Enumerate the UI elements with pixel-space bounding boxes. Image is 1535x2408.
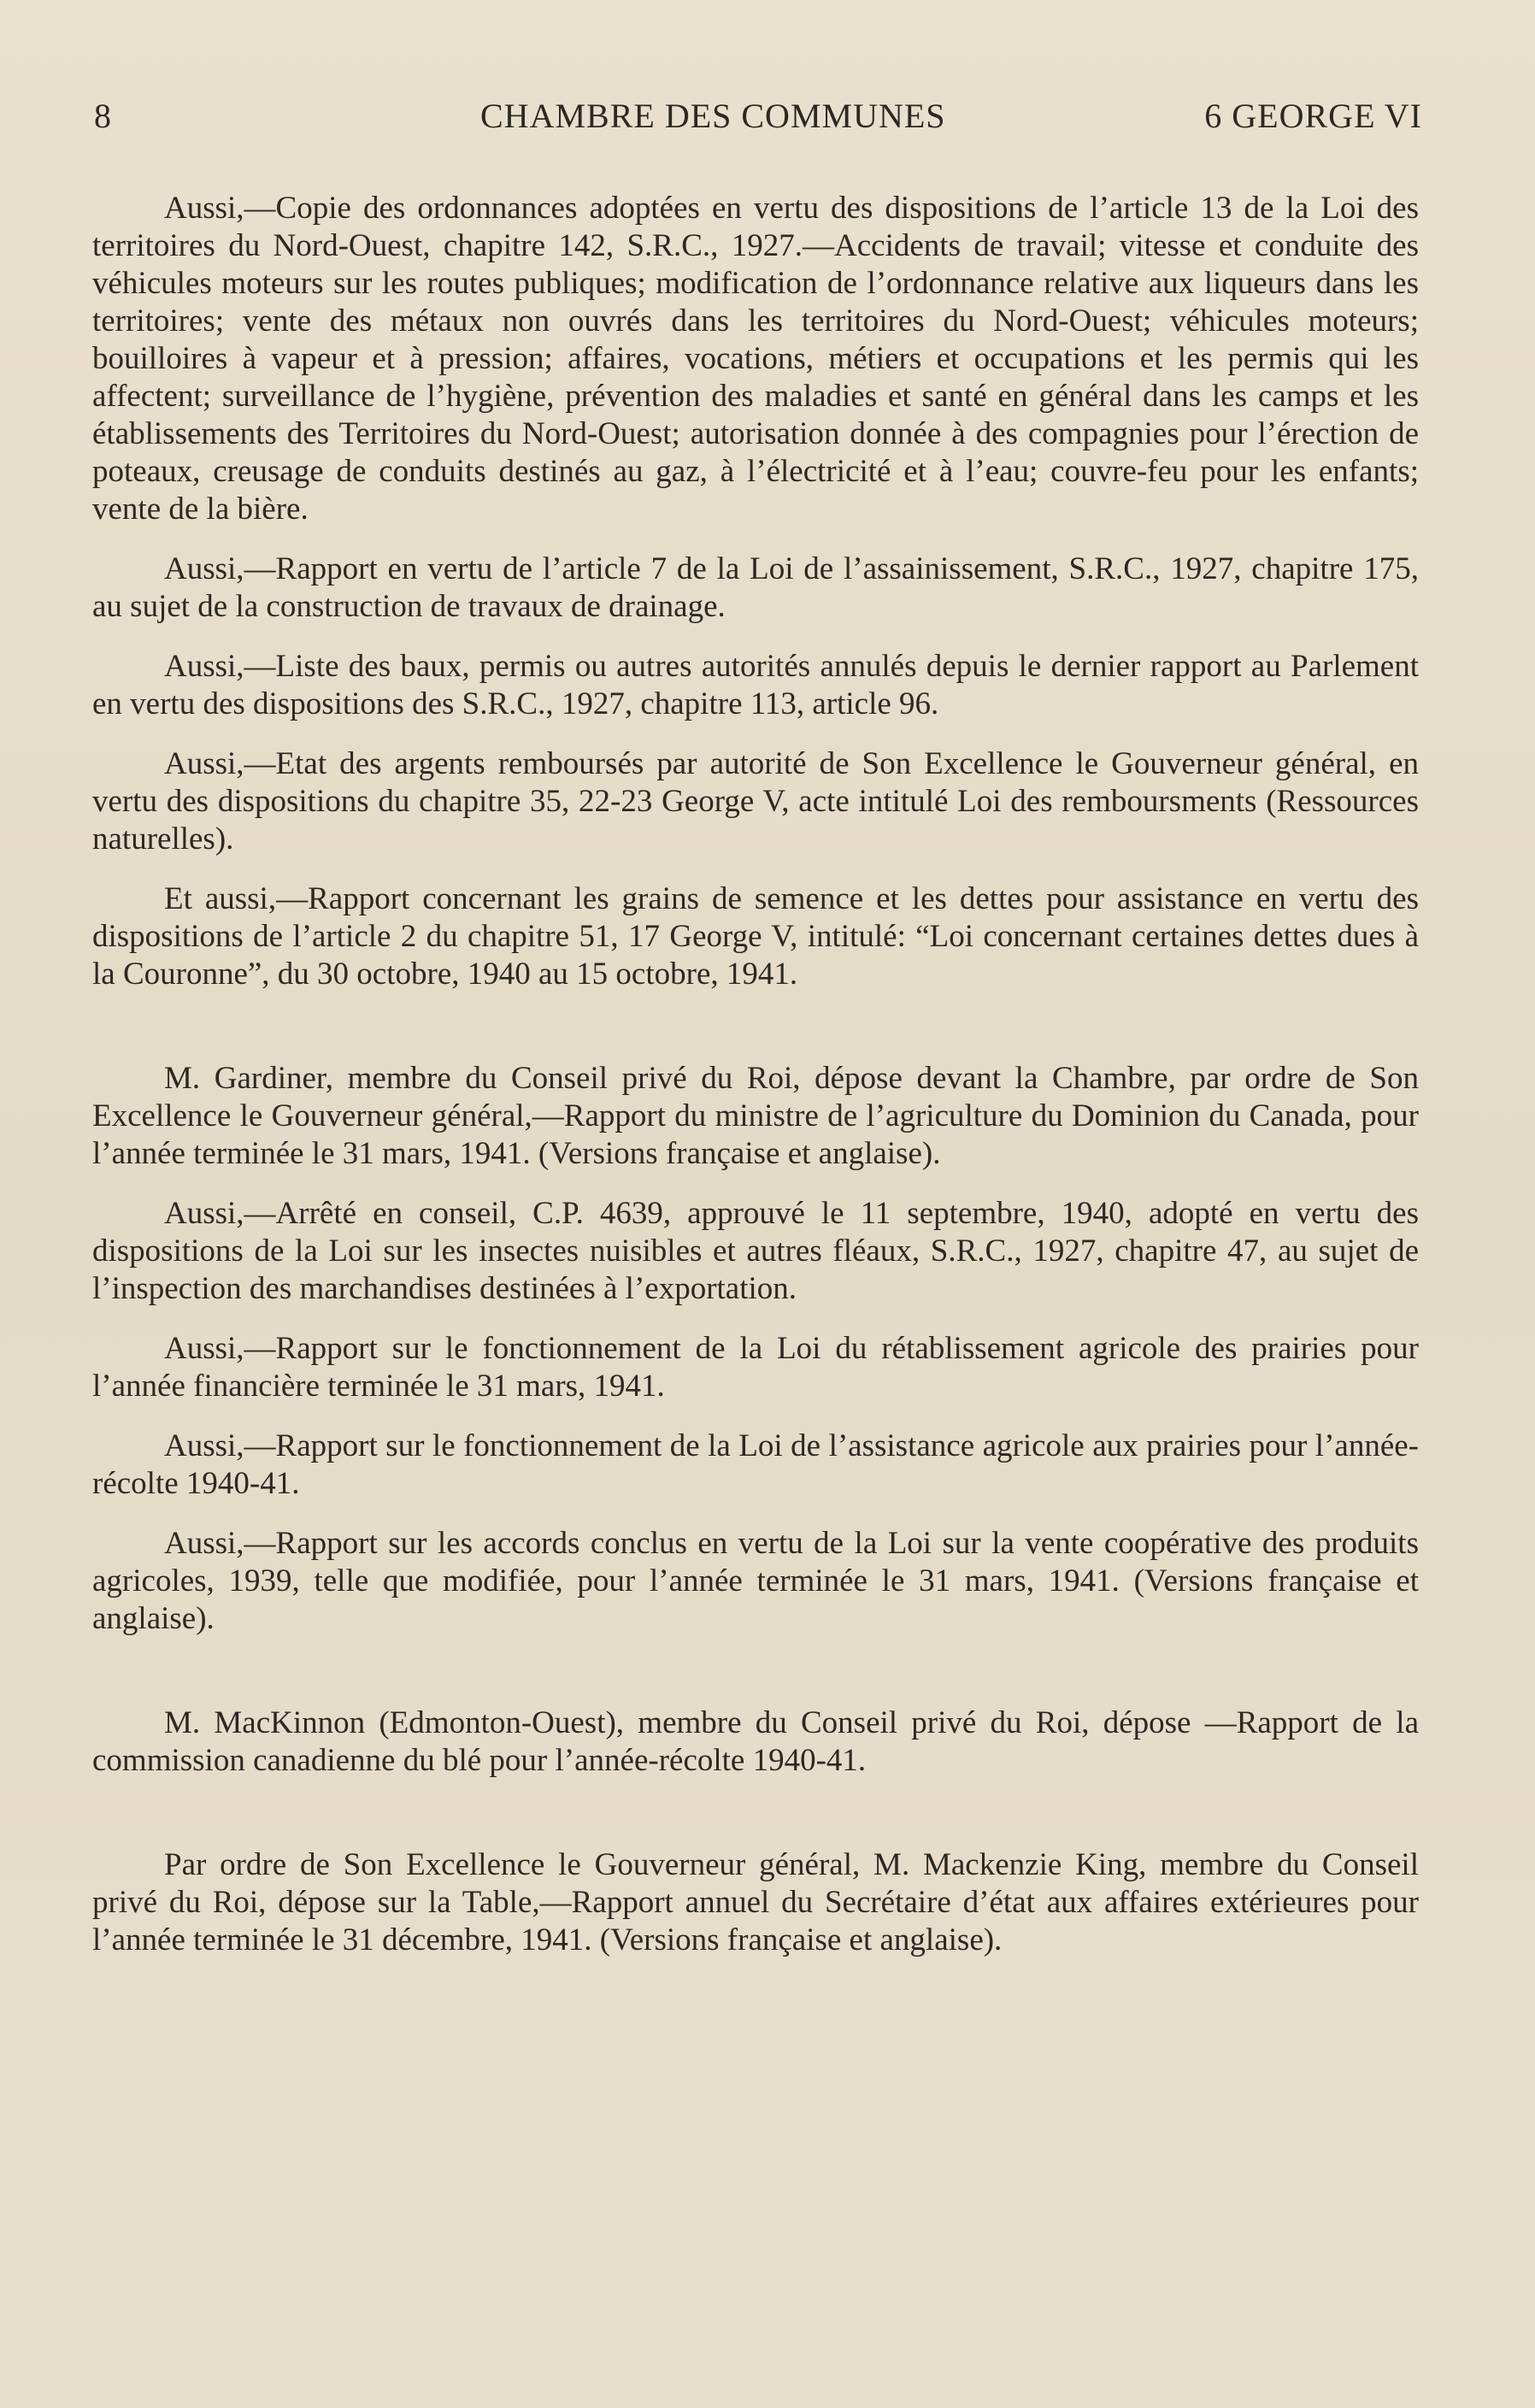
paragraph-seed-grain-report: Et aussi,—Rapport concernant les grains de semence et les dettes pour assistance en vertu des dispositions de l’article 2 du chapitre 51, 17 George V, intitulé: “Loi concernant certaines dettes dues à la Couronne”, du 30 octobre, 1940 au 15 octobre, 1941. [92,881,1419,992]
paragraph-leases-list: Aussi,—Liste des baux, permis ou autres autorités annulés depuis le dernier rapport au Parlement en vertu des dispositions des S.R.C., 1927, chapitre 113, article 96. [92,649,1419,721]
paragraph-prairie-assistance: Aussi,—Rapport sur le fonctionnement de la Loi de l’assistance agricole aux prairies pour l’année-récolte 1940-41. [92,1428,1419,1501]
paragraph-mackinnon-tabling: M. MacKinnon (Edmonton-Ouest), membre du Conseil privé du Roi, dépose —Rapport de la commission canadienne du blé pour l’année-récolte 1940-41. [92,1705,1419,1778]
paragraph-cooperative-marketing: Aussi,—Rapport sur les accords conclus en vertu de la Loi sur la vente coopérative des produits agricoles, 1939, telle que modifiée, pour l’année terminée le 31 mars, 1941. (Versions française et anglaise). [92,1526,1419,1636]
paragraph-drainage-report: Aussi,—Rapport en vertu de l’article 7 de la Loi de l’assainissement, S.R.C., 1927, chapitre 175, au sujet de la construction de travaux de drainage. [92,551,1419,624]
paragraph-external-affairs-report: Par ordre de Son Excellence le Gouverneur général, M. Mackenzie King, membre du Conseil privé du Roi, dépose sur la Table,—Rapport annuel du Secrétaire d’état aux affaires extérieures pour l’année terminée le 31 décembre, 1941. (Versions française et anglaise). [92,1847,1419,1958]
header-session: 6 GEORGE VI [1204,97,1422,135]
paragraph-ordinances: Aussi,—Copie des ordonnances adoptées en vertu des dispositions de l’article 13 de la Loi des territoires du Nord-Ouest, chapitre 142, S.R.C., 1927.—Accidents de travail; vitesse et conduite des véhicules moteurs sur les routes publiques; modification de l’ordonnance relative aux liqueurs dans les territoires; vente des métaux non ouvrés dans les territoires du Nord-Ouest; véhicules moteurs; bouilloires à vapeur et à pression; affaires, vocations, métiers et occupations et les permis qui les affectent; surveillance de l’hygiène, prévention des maladies et santé en général dans les camps et les établissements des Territoires du Nord-Ouest; autorisation donnée à des compagnies pour l’érection de poteaux, creusage de conduits destinés au gaz, à l’électricité et à l’eau; couvre-feu pour les enfants; vente de la bière. [92,191,1419,527]
page-header [94,96,1422,137]
header-title: CHAMBRE DES COMMUNES [480,97,946,135]
paragraph-refunds-statement: Aussi,—Etat des argents remboursés par autorité de Son Excellence le Gouverneur général, en vertu des dispositions du chapitre 35, 22-23 George V, acte intitulé Loi des remboursments (Ressources naturelles). [92,746,1419,857]
paragraph-prairie-rehabilitation: Aussi,—Rapport sur le fonctionnement de la Loi du rétablissement agricole des prairies pour l’année financière terminée le 31 mars, 1941. [92,1331,1419,1404]
document-body [92,190,1419,1981]
paragraph-gardiner-tabling: M. Gardiner, membre du Conseil privé du Roi, dépose devant la Chambre, par ordre de Son Excellence le Gouverneur général,—Rapport du ministre de l’agriculture du Dominion du Canada, pour l’année terminée le 31 mars, 1941. (Versions française et anglaise). [92,1061,1419,1171]
page-number: 8 [94,97,112,135]
paragraph-order-in-council: Aussi,—Arrêté en conseil, C.P. 4639, approuvé le 11 septembre, 1940, adopté en vertu des dispositions de la Loi sur les insectes nuisibles et autres fléaux, S.R.C., 1927, chapitre 47, au sujet de l’inspection des marchandises destinées à l’exportation. [92,1196,1419,1306]
